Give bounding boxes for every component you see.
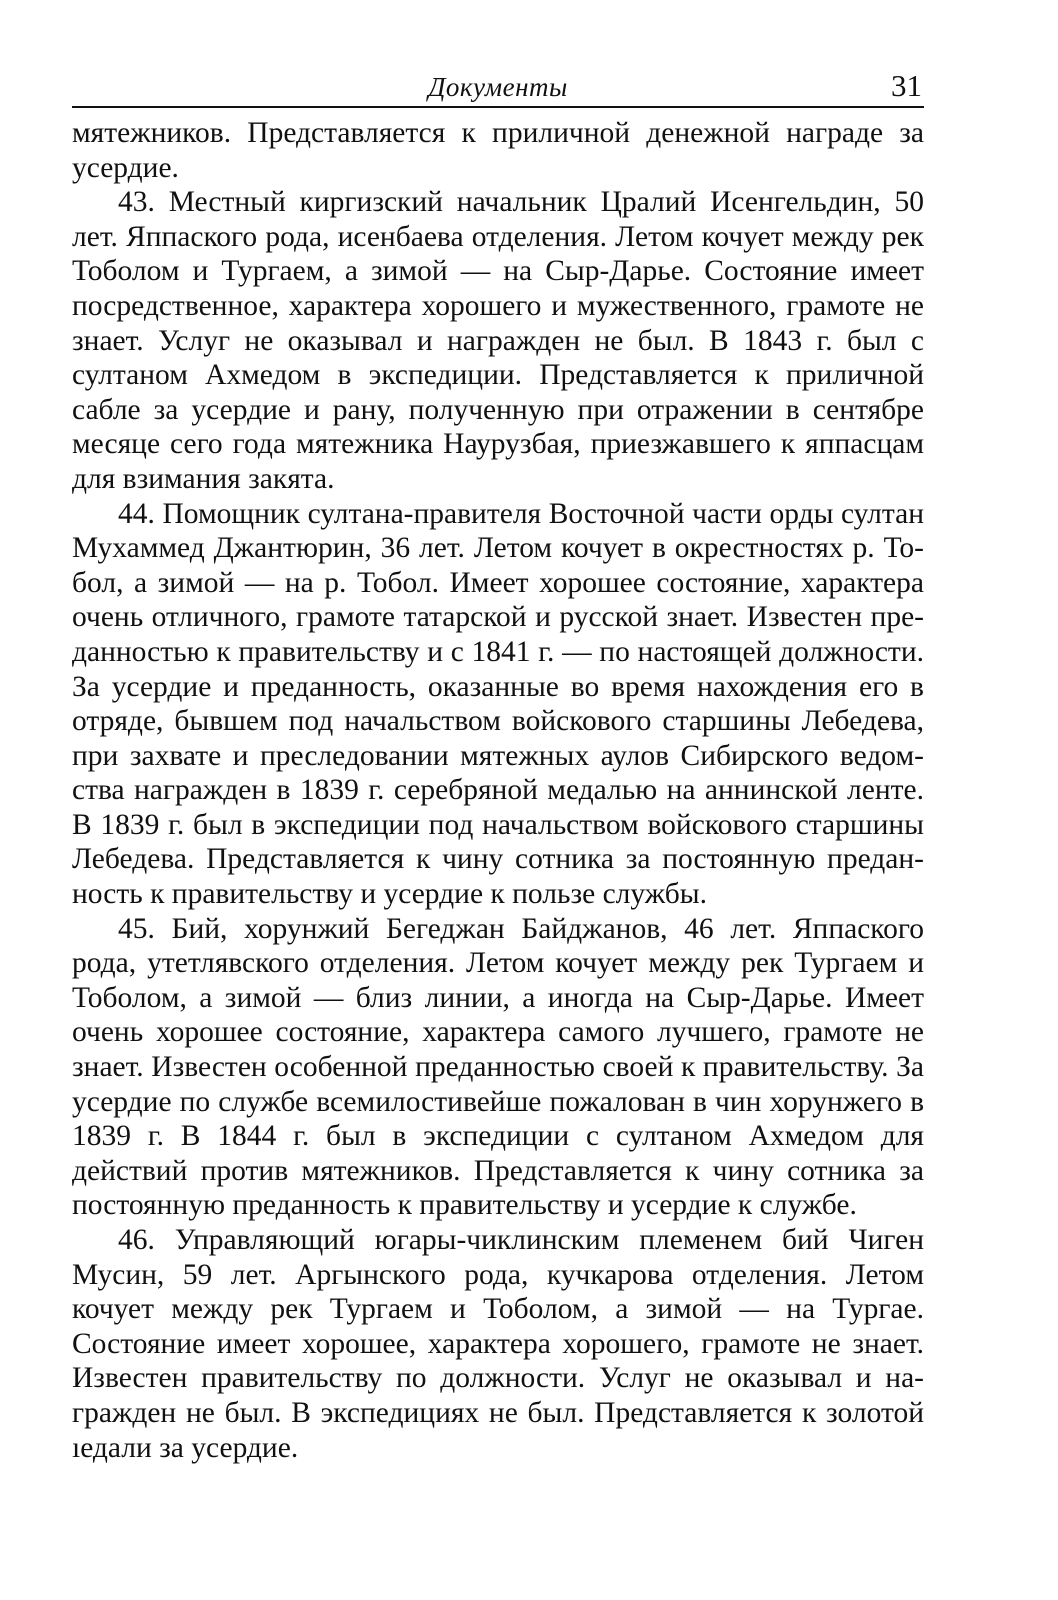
- page-number: 31: [891, 68, 922, 103]
- paragraph-entry-44: 44. Помощник султана-правителя Восточной части орды султан Мухаммед Джантюрин, 36 лет. Летом кочует в окрестностях р. Тобол, а зимой — на р. Тобол. Имеет хорошее состояние, характера очень отличного, грамоте татарской и русской знает. Известен преданностью к правительству и с 1841 г. — по настоящей должности. За усердие и преданность, оказанные во время нахождения его в отряде, бывшем под начальством войскового старшины Лебедева, при захвате и преследовании мятежных аулов Сибирского ведомства награжден в 1839 г. серебряной медалью на аннинской ленте. В 1839 г. был в экспедиции под начальством войскового старшины Лебедева. Представляется к чину сотника за постоянную преданность к правительству и усердие к пользе службы.: [72, 497, 924, 911]
- paragraph-continuation: мятежников. Представляется к приличной денежной награде за усердие.: [72, 117, 924, 184]
- page-header: [72, 62, 924, 108]
- paragraph-entry-43: 43. Местный киргизский начальник Цралий Исенгельдин, 50 лет. Яппаского рода, исенбаева отделения. Летом кочует между рек Тоболом и Тургаем, а зимой — на Сыр-Дарье. Состояние имеет посредственное, характера хорошего и мужественного, грамоте не знает. Услуг не оказывал и награжден не был. В 1843 г. был с султаном Ахмедом в экспедиции. Представляется к приличной сабле за усердие и рану, полученную при отражении в сентябре месяце сего года мятежника Наурузбая, приезжавшего к яппасцам для взимания закята.: [72, 186, 924, 495]
- paragraph-entry-46: 46. Управляющий югары-чиклинским племенем бий Чиген Мусин, 59 лет. Аргынского рода, кучкарова отделения. Летом кочует между рек Тургаем и Тоболом, а зимой — на Тургае. Состояние имеет хорошее, характера хорошего, грамоте не знает. Известен правительству по должности. Услуг не оказывал и награжден не был. В экспедициях не был. Представляется к золотой ıедали за усердие.: [72, 1224, 924, 1464]
- running-title: Документы: [428, 72, 568, 102]
- paragraph-entry-45: 45. Бий, хорунжий Бегеджан Байджанов, 46 лет. Яппаского рода, утетлявского отделения. Летом кочует между рек Тургаем и Тоболом, а зимой — близ линии, а иногда на Сыр-Дарье. Имеет очень хорошее состояние, характера самого лучшего, грамоте не знает. Известен особенной преданностью своей к правительству. За усердие по службе всемилостивейше пожалован в чин хорунжего в 1839 г. В 1844 г. был в экспедиции с султаном Ахмедом для действий против мятежников. Представляется к чину сотника за постоянную преданность к правительству и усердие к службе.: [72, 912, 924, 1222]
- document-page: [72, 62, 924, 1465]
- body-text: [72, 116, 924, 1465]
